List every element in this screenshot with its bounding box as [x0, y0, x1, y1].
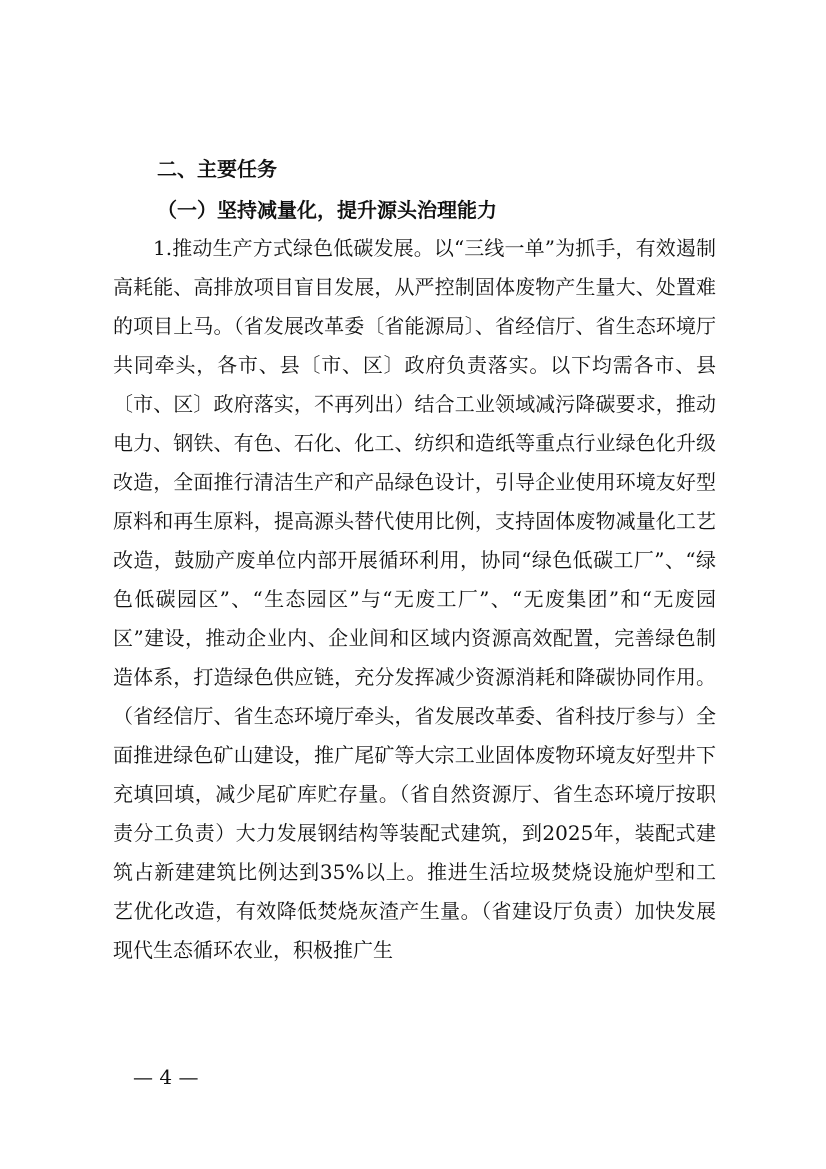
section-heading: 二、主要任务 — [157, 157, 277, 181]
page-number: — 4 — — [133, 1065, 199, 1089]
body-paragraph: 1.推动生产方式绿色低碳发展。以“三线一单”为抓手，有效遏制高耗能、高排放项目盲目发展，从严控制固体废物产生量大、处置难的项目上马。（省发展改革委〔省能源局〕、省经信厅、省生态环境厅共同牵头，各市、县〔市、区〕政府负责落实。以下均需各市、县〔市、区〕政府落实，不再列出）结合工业领域减污降碳要求，推动电力、钢铁、有色、石化、化工、纺织和造纸等重点行业绿色化升级改造，全面推行清洁生产和产品绿色设计，引导企业使用环境友好型原料和再生原料，提高源头替代使用比例，支持固体废物减量化工艺改造，鼓励产废单位内部开展循环利用，协同“绿色低碳工厂”、“绿色低碳园区”、“生态园区”与“无废工厂”、“无废集团”和“无废园区”建设，推动企业内、企业间和区域内资源高效配置，完善绿色制造体系，打造绿色供应链，充分发挥减少资源消耗和降碳协同作用。（省经信厅、省生态环境厅牵头，省发展改革委、省科技厅参与）全面推进绿色矿山建设，推广尾矿等大宗工业固体废物环境友好型井下充填回填，减少尾矿库贮存量。（省自然资源厅、省生态环境厅按职责分工负责）大力发展钢结构等装配式建筑，到2025年，装配式建筑占新建建筑比例达到35%以上。推进生活垃圾焚烧设施炉型和工艺优化改造，有效降低焚烧灰渣产生量。（省建设厅负责）加快发展现代生态循环农业，积极推广生 — [113, 236, 716, 962]
subsection-heading: （一）坚持减量化，提升源头治理能力 — [157, 198, 497, 222]
